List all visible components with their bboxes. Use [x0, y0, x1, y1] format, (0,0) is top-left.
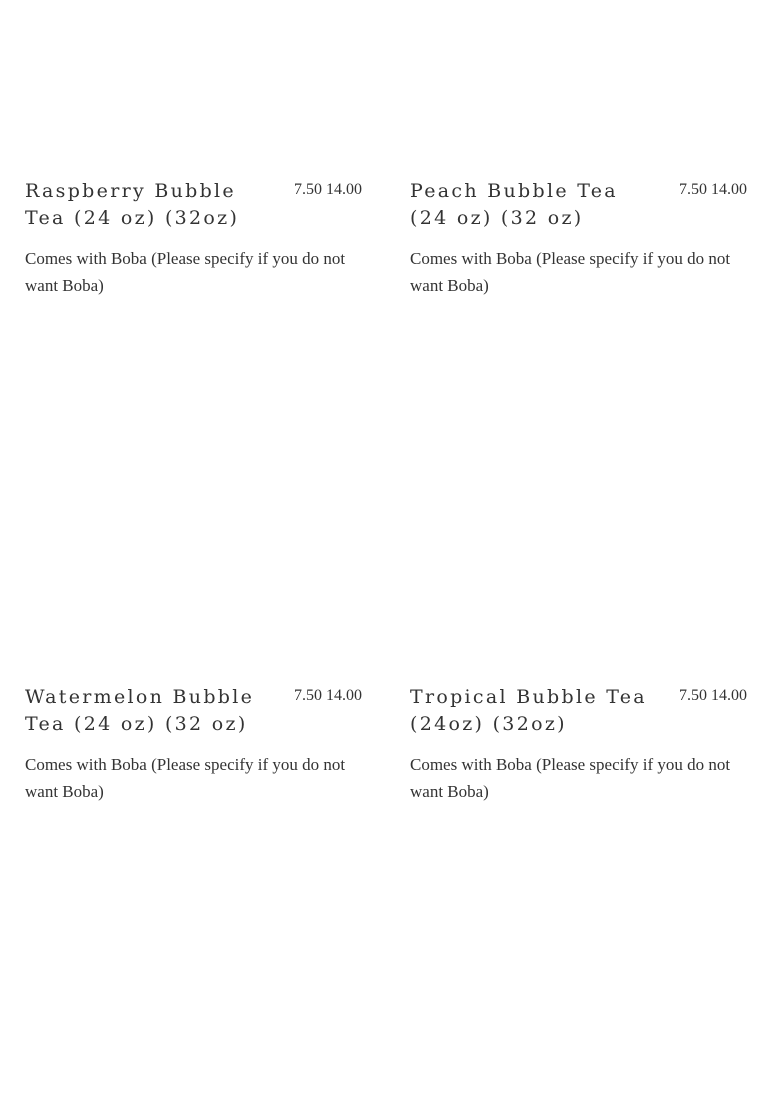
menu-item-header — [410, 178, 747, 232]
menu-item-tropical-bubble-tea[interactable] — [410, 684, 747, 805]
menu-item-header — [25, 178, 362, 232]
menu-item-prices: 7.50 14.00 — [679, 181, 747, 198]
menu-item-description: Comes with Boba (Please specify if you do not want Boba) — [410, 755, 731, 801]
menu-item-name: Tropical Bubble Tea (24oz) (32oz) — [410, 686, 647, 735]
menu-item-description: Comes with Boba (Please specify if you do not want Boba) — [25, 755, 346, 801]
menu-item-name: Watermelon Bubble Tea (24 oz) (32 oz) — [25, 686, 255, 735]
menu-item-name: Peach Bubble Tea (24 oz) (32 oz) — [410, 180, 618, 229]
menu-item-prices: 7.50 14.00 — [679, 687, 747, 704]
menu-item-watermelon-bubble-tea[interactable] — [25, 684, 362, 805]
menu-item-prices: 7.50 14.00 — [294, 181, 362, 198]
menu-item-header — [410, 684, 747, 738]
menu-item-description: Comes with Boba (Please specify if you do not want Boba) — [25, 249, 346, 295]
menu-item-header — [25, 684, 362, 738]
menu-item-description: Comes with Boba (Please specify if you do not want Boba) — [410, 249, 731, 295]
menu-item-raspberry-bubble-tea[interactable] — [25, 178, 362, 299]
menu-item-peach-bubble-tea[interactable] — [410, 178, 747, 299]
menu-item-name: Raspberry Bubble Tea (24 oz) (32oz) — [25, 180, 240, 229]
menu-item-prices: 7.50 14.00 — [294, 687, 362, 704]
